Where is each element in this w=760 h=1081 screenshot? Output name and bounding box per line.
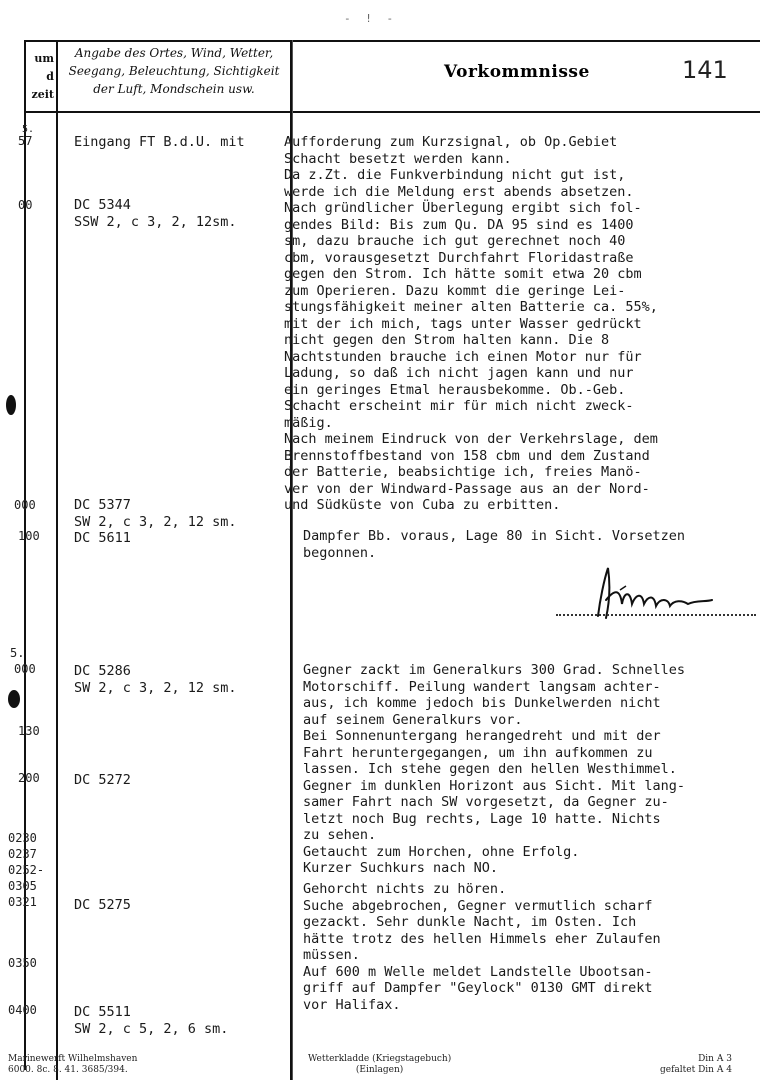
place-header-line-3: der Luft, Mondschein usw. (93, 82, 255, 96)
time-header-line-1: um (34, 52, 54, 65)
signature-dotted-line (556, 614, 756, 616)
time-entry: 0400 (8, 1003, 37, 1017)
event-entry: Aufforderung zum Kurzsignal, ob Op.Gebiet Schacht besetzt werden kann. Da z.Zt. die Funkverbindung nicht gut ist, werde ich die Meldung erst abends absetzen. Nach gründlicher Überlegung ergibt sich fol- gendes Bild: Bis zum Qu. DA 95 sind es 1400 sm, dazu brauche ich gut gerechnet noch 40 cbm, vorausgesetzt Durchfahrt Floridastraße gegen den Strom. Ich hätte somit etwa 20 cbm zum Operieren. Dazu kommt die geringe Lei- stungsfähigkeit meiner alten Batterie ca. 55%, mit der ich mich, tags unter Wasser gedrückt nicht gegen den Strom halten kann. Die 8 Nachtstunden brauche ich einen Motor nur für Ladung, so daß ich nicht jagen kann und nur ein geringes Etmal herausbekomme. Ob.-Geb. Schacht erscheint mir für mich nicht zweck- mäßig. Nach meinem Eindruck von der Verkehrslage, dem Brennstoffbestand von 158 cbm und dem Zustand der Batterie, beabsichtige ich, freies Manö- ver von der Windward-Passage aus an der Nord- und Südküste von Cuba zu erbitten. (284, 134, 658, 513)
header-bottom-rule (24, 111, 760, 113)
place-entry: DC 5377 SW 2, c 3, 2, 12 sm. DC 5611 (74, 497, 237, 546)
time-entry: 100 (18, 529, 40, 543)
time-entry: 0252- (8, 863, 45, 877)
place-entry: DC 5344 SSW 2, c 3, 2, 12sm. (74, 197, 237, 230)
place-entry: DC 5275 (74, 897, 131, 913)
handwritten-signature (560, 560, 720, 630)
place-entry: DC 5511 SW 2, c 5, 2, 6 sm. (74, 1004, 229, 1037)
page-number: 141 (682, 56, 728, 84)
event-entry: Gehorcht nichts zu hören. Suche abgebrochen, Gegner vermutlich scharf gezackt. Sehr dunkle Nacht, im Osten. Ich hätte trotz des hellen Himmels eher Zulaufen müssen. Auf 600 m Welle meldet Landstelle Ubootsan- griff auf Dampfer "Geylock" 0130 GMT direkt vor Halifax. (303, 881, 661, 1013)
punch-hole-mark (8, 690, 20, 708)
time-entry: 200 (18, 771, 40, 785)
place-header-line-2: Seegang, Beleuchtung, Sichtigkeit (68, 64, 280, 78)
left-border-rule (24, 40, 26, 1070)
time-entry: 0305 (8, 879, 37, 893)
time-header-line-2: d (46, 70, 54, 83)
time-entry: 000 (14, 662, 36, 676)
footer-paper-format: Din A 3 gefaltet Din A 4 (660, 1054, 732, 1075)
place-entry: DC 5286 SW 2, c 3, 2, 12 sm. (74, 663, 237, 696)
time-column-header (26, 50, 56, 104)
time-entry: 130 (18, 724, 40, 738)
place-entry: Eingang FT B.d.U. mit (74, 134, 245, 150)
time-entry: 57 (18, 134, 33, 148)
event-entry: Gegner zackt im Generalkurs 300 Grad. Schnelles Motorschiff. Peilung wandert langsam achter- aus, ich komme jedoch bis Dunkelwerden nicht auf seinem Generalkurs vor. Bei Sonnenuntergang herangedreht und mit der Fahrt heruntergegangen, um ihn aufkommen zu lassen. Ich stehe gegen den hellen Westhimmel. Gegner im dunklen Horizont aus Sicht. Mit lang- samer Fahrt nach SW vorgesetzt, da Gegner zu- letzt noch Bug rechts, Lage 10 hatte. Nichts zu sehen. Getaucht zum Horchen, ohne Erfolg. Kurzer Suchkurs nach NO. (303, 662, 686, 876)
time-entry: 5. (10, 646, 25, 660)
events-column-title: Vorkommnisse (444, 62, 590, 82)
time-entry: 5. (22, 124, 35, 135)
top-mark: - ! - (344, 12, 398, 25)
table-top-rule (24, 40, 760, 42)
time-entry: 0321 (8, 895, 37, 909)
place-header-line-1: Angabe des Ortes, Wind, Wetter, (74, 46, 274, 60)
punch-hole-mark (6, 395, 16, 415)
event-entry: Dampfer Bb. voraus, Lage 80 in Sicht. Vorsetzen begonnen. (303, 528, 686, 561)
time-column-rule (56, 40, 58, 1080)
footer-form-title: Wetterkladde (Kriegstagebuch) (Einlagen) (308, 1054, 452, 1075)
time-entry: 00 (18, 198, 33, 212)
time-entry: 0350 (8, 956, 37, 970)
time-entry: 0237 (8, 847, 37, 861)
place-column-header (60, 44, 288, 98)
time-entry: 0230 (8, 831, 37, 845)
footer-printer-note: Marinewerft Wilhelmshaven 6000. 8c. 8. 41. 3685/394. (8, 1054, 138, 1075)
time-header-line-3: zeit (31, 88, 54, 101)
place-entry: DC 5272 (74, 772, 131, 788)
time-entry: 000 (14, 498, 36, 512)
